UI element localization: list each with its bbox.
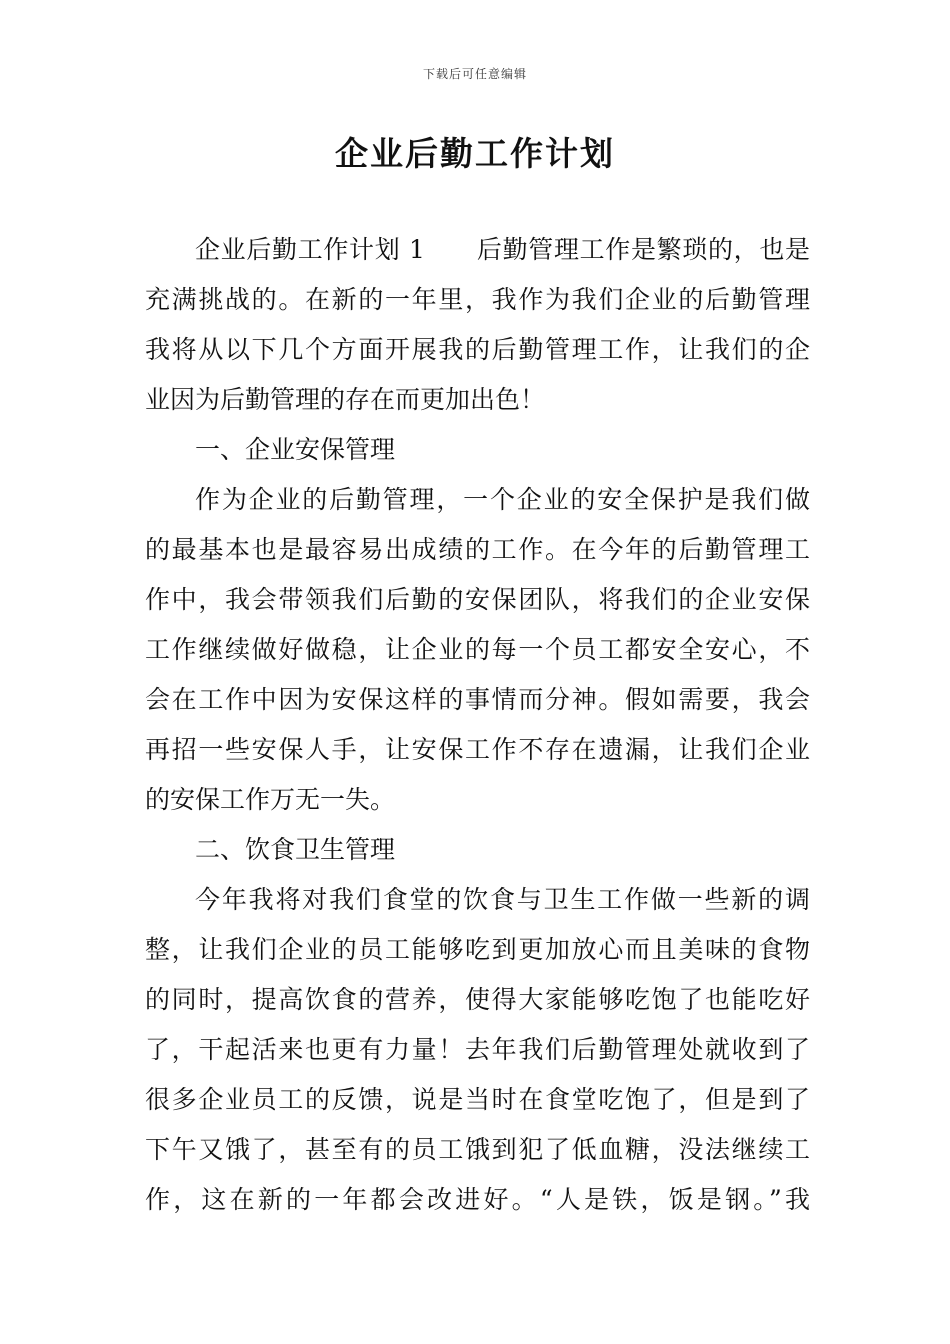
section-heading: 一、企业安保管理 [195, 435, 396, 464]
text-line: 的最基本也是最容易出成绩的工作。在今年的后勤管理工 [145, 535, 810, 564]
text-line: 会在工作中因为安保这样的事情而分神。假如需要，我会 [145, 685, 810, 714]
text-line: 了，干起活来也更有力量！去年我们后勤管理处就收到了 [145, 1035, 810, 1064]
text-line: 作中，我会带领我们后勤的安保团队，将我们的企业安保 [145, 585, 810, 614]
text-line: 业因为后勤管理的存在而更加出色！ [145, 385, 546, 414]
text-line: 作，这在新的一年都会改进好。“人是铁，饭是钢。”我 [145, 1185, 810, 1214]
text-line: 的同时，提高饮食的营养，使得大家能够吃饱了也能吃好 [145, 985, 810, 1014]
text-line: 再招一些安保人手，让安保工作不存在遗漏，让我们企业 [145, 735, 810, 764]
text-line: 很多企业员工的反馈，说是当时在食堂吃饱了，但是到了 [145, 1085, 810, 1114]
text-line: 作为企业的后勤管理，一个企业的安全保护是我们做 [195, 485, 810, 514]
text-line: 今年我将对我们食堂的饮食与卫生工作做一些新的调 [195, 885, 810, 914]
text-line: 充满挑战的。在新的一年里，我作为我们企业的后勤管理 [145, 285, 810, 314]
text-line: 工作继续做好做稳，让企业的每一个员工都安全安心，不 [145, 635, 810, 664]
document-title: 企业后勤工作计划 [335, 134, 615, 173]
text-line: 企业后勤工作计划 1 后勤管理工作是繁琐的，也是 [195, 235, 810, 264]
section-heading: 二、饮食卫生管理 [195, 835, 396, 864]
text-line: 的安保工作万无一失。 [145, 785, 396, 814]
text-line: 整，让我们企业的员工能够吃到更加放心而且美味的食物 [145, 935, 810, 964]
text-line: 我将从以下几个方面开展我的后勤管理工作，让我们的企 [145, 335, 810, 364]
text-line: 下午又饿了，甚至有的员工饿到犯了低血糖，没法继续工 [145, 1135, 810, 1164]
document-body [145, 225, 810, 1225]
header-note: 下载后可任意编辑 [422, 67, 527, 81]
